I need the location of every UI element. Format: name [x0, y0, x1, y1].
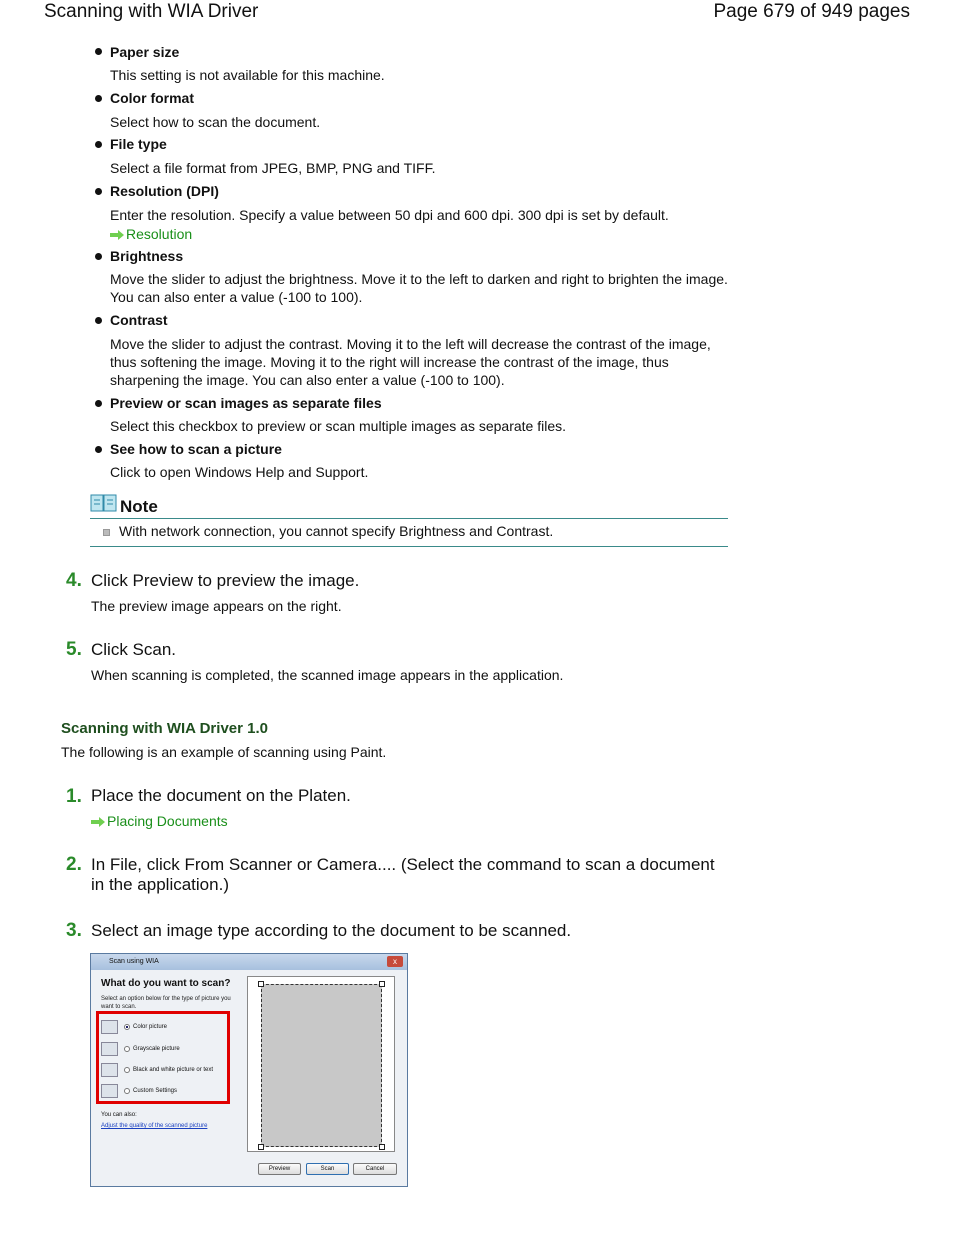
- book-icon: [90, 493, 118, 513]
- option-label: Color picture: [133, 1024, 168, 1030]
- setting-desc: Move the slider to adjust the contrast. Moving it to the left will decrease the contrast of the image, thus softening the image. Moving it to the right will increase the contrast of the image, thus sharpening the image. You can also enter a value (-100 to 100).: [110, 336, 711, 388]
- square-bullet-icon: [103, 529, 110, 536]
- resize-handle-top-left[interactable]: [258, 981, 264, 987]
- also-label: You can also:: [101, 1112, 137, 1118]
- bullet-icon: [95, 188, 102, 195]
- setting-title: File type: [110, 136, 167, 152]
- step-number: 5.: [66, 639, 82, 660]
- step-number: 4.: [66, 570, 82, 591]
- scan-area[interactable]: [261, 984, 382, 1147]
- step-text: Select an image type according to the document to be scanned.: [91, 921, 572, 940]
- preview-pane: [247, 976, 395, 1152]
- setting-desc: Select a file format from JPEG, BMP, PNG and TIFF.: [110, 160, 436, 176]
- setting-title: Preview or scan images as separate files: [110, 395, 382, 411]
- section-title: Scanning with WIA Driver 1.0: [61, 720, 268, 737]
- setting-desc: This setting is not available for this machine.: [110, 67, 385, 83]
- setting-title: See how to scan a picture: [110, 441, 282, 457]
- preview-button[interactable]: Preview: [258, 1163, 301, 1175]
- bullet-icon: [95, 141, 102, 148]
- placing-documents-row: [91, 813, 228, 829]
- page-number: Page 679 of 949 pages: [713, 1, 910, 22]
- resize-handle-bottom-right[interactable]: [379, 1144, 385, 1150]
- option-grayscale-picture[interactable]: [101, 1042, 180, 1056]
- option-label: Custom Settings: [133, 1088, 178, 1094]
- option-label: Grayscale picture: [133, 1046, 180, 1052]
- bullet-icon: [95, 446, 102, 453]
- arrow-right-icon: [110, 230, 124, 240]
- option-custom-settings[interactable]: [101, 1084, 177, 1098]
- note-text: With network connection, you cannot specify Brightness and Contrast.: [119, 523, 554, 539]
- note-title: Note: [120, 497, 158, 516]
- dialog-question: What do you want to scan?: [101, 978, 231, 989]
- step-number: 2.: [66, 854, 82, 875]
- arrow-right-icon: [91, 817, 105, 827]
- setting-title: Contrast: [110, 312, 168, 328]
- black-white-picture-icon: [101, 1063, 118, 1077]
- bullet-icon: [95, 400, 102, 407]
- step-text: Click Scan.: [91, 640, 177, 659]
- page-header-title: Scanning with WIA Driver: [44, 1, 259, 22]
- option-black-white[interactable]: [101, 1063, 213, 1077]
- note-body: [90, 519, 728, 547]
- setting-desc: Select this checkbox to preview or scan multiple images as separate files.: [110, 418, 566, 434]
- setting-title: Resolution (DPI): [110, 183, 219, 199]
- radio-selected-icon[interactable]: [124, 1024, 130, 1030]
- close-icon[interactable]: x: [387, 956, 403, 967]
- note-header: [90, 493, 728, 519]
- setting-desc: Move the slider to adjust the brightness. Move it to the left to darken and right to brighten the image. You can also enter a value (-100 to 100).: [110, 271, 728, 305]
- resize-handle-bottom-left[interactable]: [258, 1144, 264, 1150]
- step-text: In File, click From Scanner or Camera.... (Select the command to scan a document in the application.): [91, 855, 715, 894]
- bullet-icon: [95, 48, 102, 55]
- step-desc: The preview image appears on the right.: [91, 598, 342, 614]
- setting-desc: Click to open Windows Help and Support.: [110, 464, 369, 480]
- adjust-quality-link[interactable]: Adjust the quality of the scanned picture: [101, 1123, 208, 1129]
- scan-dialog-screenshot: [90, 953, 408, 1187]
- setting-desc: Enter the resolution. Specify a value between 50 dpi and 600 dpi. 300 dpi is set by default.: [110, 207, 669, 223]
- dialog-titlebar: [91, 954, 407, 970]
- step-text: Place the document on the Platen.: [91, 786, 351, 805]
- bullet-icon: [95, 253, 102, 260]
- setting-title: Color format: [110, 90, 194, 106]
- radio-icon[interactable]: [124, 1067, 130, 1073]
- custom-settings-icon: [101, 1084, 118, 1098]
- step-number: 1.: [66, 786, 82, 807]
- radio-icon[interactable]: [124, 1088, 130, 1094]
- setting-desc: Select how to scan the document.: [110, 114, 321, 130]
- option-color-picture[interactable]: [101, 1020, 167, 1034]
- resolution-link-row: [110, 225, 730, 243]
- option-label: Black and white picture or text: [133, 1067, 214, 1073]
- bullet-icon: [95, 317, 102, 324]
- cancel-button[interactable]: Cancel: [353, 1163, 397, 1175]
- radio-icon[interactable]: [124, 1046, 130, 1052]
- step-number: 3.: [66, 920, 82, 941]
- dialog-title: Scan using WIA: [109, 958, 159, 965]
- dialog-hint: Select an option below for the type of picture you want to scan.: [101, 996, 231, 1010]
- step-text: Click Preview to preview the image.: [91, 571, 360, 590]
- resolution-link[interactable]: Resolution: [126, 226, 193, 242]
- scan-button[interactable]: Scan: [306, 1163, 349, 1175]
- setting-title: Paper size: [110, 44, 180, 60]
- step-desc: When scanning is completed, the scanned image appears in the application.: [91, 667, 564, 683]
- placing-documents-link[interactable]: Placing Documents: [107, 813, 228, 829]
- resize-handle-top-right[interactable]: [379, 981, 385, 987]
- bullet-icon: [95, 95, 102, 102]
- section-desc: The following is an example of scanning using Paint.: [61, 744, 387, 760]
- color-picture-icon: [101, 1020, 118, 1034]
- setting-title: Brightness: [110, 248, 184, 264]
- grayscale-picture-icon: [101, 1042, 118, 1056]
